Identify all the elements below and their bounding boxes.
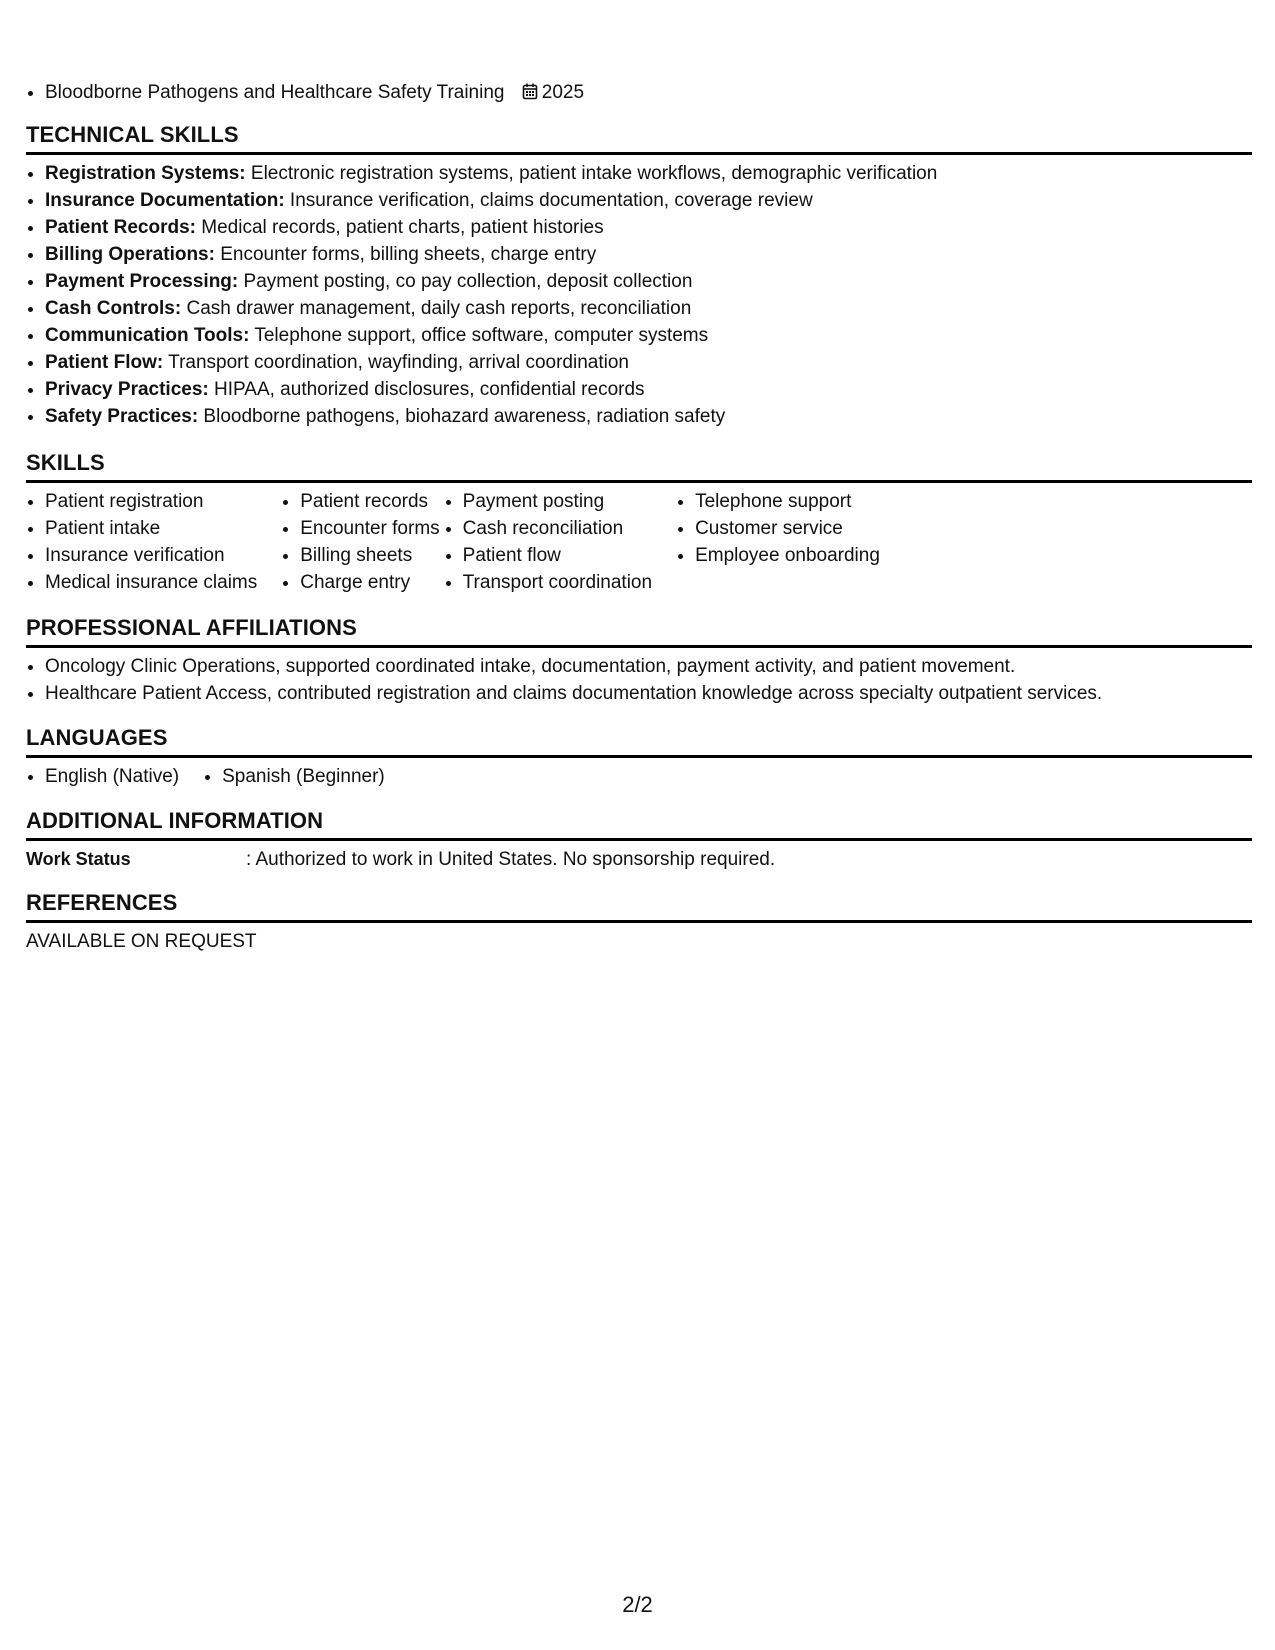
page-number: 2/2: [622, 1592, 653, 1617]
skill-item: • Patient registration: [45, 488, 257, 515]
technical-skill-item: [45, 376, 1252, 403]
language-item: • English (Native): [45, 763, 179, 790]
skill-item: • Customer service: [695, 515, 880, 542]
technical-skill-text: Encounter forms, billing sheets, charge entry: [214, 244, 597, 265]
skills-column: [676, 488, 880, 596]
skills-column: [26, 488, 257, 596]
technical-skill-text: Bloodborne pathogens, biohazard awareness, radiation safety: [198, 406, 726, 427]
technical-skill-item: [45, 268, 1252, 295]
affiliations-list: [26, 653, 1252, 707]
skill-item: • Patient records: [300, 488, 439, 515]
technical-skill-label: Safety Practices:: [45, 406, 199, 427]
technical-skill-item: [45, 349, 1252, 376]
references-section: [26, 890, 1252, 955]
certification-year: 2025: [541, 82, 585, 103]
technical-skill-label: Registration Systems:: [45, 163, 246, 184]
technical-skill-item: [45, 187, 1252, 214]
affiliations-heading: PROFESSIONAL AFFILIATIONS: [26, 615, 1252, 648]
work-status-value: : Authorized to work in United States. No sponsorship required.: [246, 849, 776, 870]
affiliation-item: • Oncology Clinic Operations, supported coordinated intake, documentation, payment activity, and patient movement.: [45, 653, 1252, 680]
skill-item: • Patient flow: [463, 542, 652, 569]
languages-column: [26, 763, 179, 790]
technical-skill-item: [45, 214, 1252, 241]
references-heading: REFERENCES: [26, 890, 1252, 923]
skill-item: • Patient intake: [45, 515, 257, 542]
technical-skill-text: Transport coordination, wayfinding, arrival coordination: [163, 352, 629, 373]
languages-section: [26, 725, 1252, 790]
technical-skill-text: Medical records, patient charts, patient histories: [195, 217, 604, 238]
certification-item: [45, 79, 584, 108]
technical-skill-item: [45, 403, 1252, 430]
skill-item: • Medical insurance claims: [45, 569, 257, 596]
calendar-icon: [522, 81, 538, 108]
technical-skills-heading: TECHNICAL SKILLS: [26, 122, 1252, 155]
skill-item: • Payment posting: [463, 488, 652, 515]
skills-column: [281, 488, 439, 596]
technical-skill-label: Communication Tools:: [45, 325, 250, 346]
skill-item: • Charge entry: [300, 569, 439, 596]
technical-skill-label: Billing Operations:: [45, 244, 215, 265]
technical-skills-list: [26, 160, 1252, 430]
technical-skill-label: Payment Processing:: [45, 271, 239, 292]
skill-item: • Billing sheets: [300, 542, 439, 569]
references-text: AVAILABLE ON REQUEST: [26, 931, 257, 952]
technical-skill-label: Insurance Documentation:: [45, 190, 285, 211]
skill-item: • Employee onboarding: [695, 542, 880, 569]
affiliation-item: • Healthcare Patient Access, contributed registration and claims documentation knowledge across specialty outpatient services.: [45, 680, 1252, 707]
skill-item: • Encounter forms: [300, 515, 439, 542]
skills-heading: SKILLS: [26, 450, 1252, 483]
skills-section: [26, 450, 1252, 596]
skill-item: • Insurance verification: [45, 542, 257, 569]
technical-skill-item: [45, 160, 1252, 187]
languages-heading: LANGUAGES: [26, 725, 1252, 758]
technical-skill-item: [45, 241, 1252, 268]
skill-item: • Transport coordination: [463, 569, 652, 596]
languages-column: [203, 763, 385, 790]
skills-column: [444, 488, 652, 596]
technical-skill-text: Cash drawer management, daily cash reports, reconciliation: [181, 298, 692, 319]
language-item: • Spanish (Beginner): [222, 763, 385, 790]
affiliations-section: [26, 615, 1252, 707]
technical-skill-text: HIPAA, authorized disclosures, confidential records: [208, 379, 645, 400]
technical-skill-item: [45, 295, 1252, 322]
skill-item: • Telephone support: [695, 488, 880, 515]
work-status-row: [26, 846, 1252, 873]
additional-info-section: [26, 808, 1252, 873]
technical-skills-section: [26, 122, 1252, 430]
technical-skill-label: Patient Records:: [45, 217, 196, 238]
technical-skill-label: Privacy Practices:: [45, 379, 209, 400]
skill-item: • Cash reconciliation: [463, 515, 652, 542]
technical-skill-item: [45, 322, 1252, 349]
work-status-label: Work Status: [26, 849, 131, 869]
technical-skill-label: Patient Flow:: [45, 352, 164, 373]
technical-skill-label: Cash Controls:: [45, 298, 182, 319]
technical-skill-text: Telephone support, office software, computer systems: [249, 325, 709, 346]
technical-skill-text: Electronic registration systems, patient intake workflows, demographic verification: [245, 163, 938, 184]
languages-row: [26, 763, 1252, 790]
technical-skill-text: Insurance verification, claims documentation, coverage review: [284, 190, 813, 211]
certification-name: Bloodborne Pathogens and Healthcare Safety Training: [45, 82, 505, 103]
additional-info-heading: ADDITIONAL INFORMATION: [26, 808, 1252, 841]
certifications-list: [26, 79, 584, 108]
skills-grid: [26, 488, 1252, 596]
technical-skill-text: Payment posting, co pay collection, deposit collection: [238, 271, 693, 292]
